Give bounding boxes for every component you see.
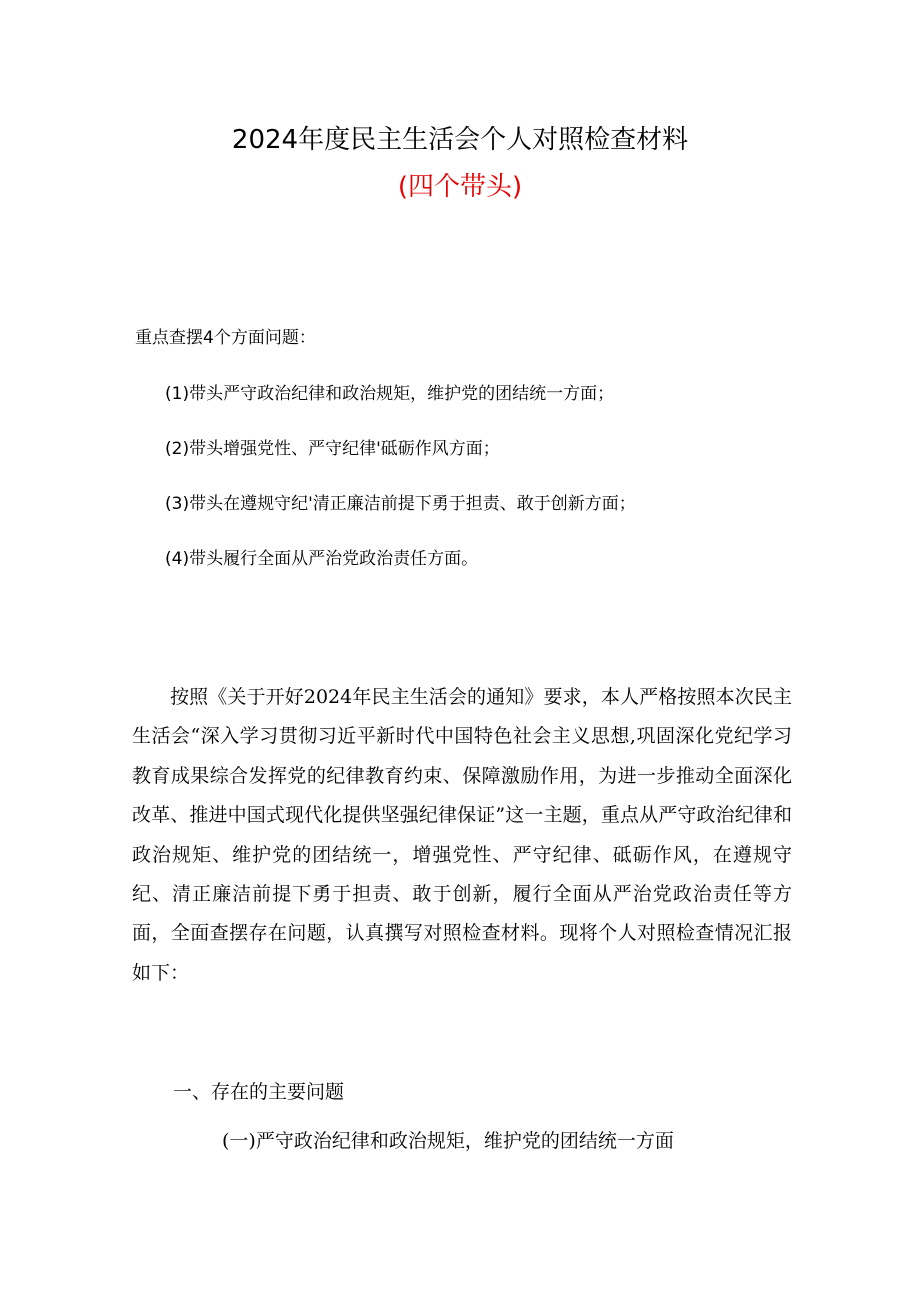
focus-heading: 重点查摆4个方面问题： <box>135 328 316 348</box>
focus-item-2: (2)带头增强党性、严守纪律'砥砺作风方面； <box>165 439 500 459</box>
section-heading: 一、存在的主要问题 <box>173 1081 345 1103</box>
focus-item-4: (4)带头履行全面从严治党政治责任方面。 <box>165 549 479 569</box>
intro-paragraph: 按照《关于开好2024年民主生活会的通知》要求，本人严格按照本次民主生活会“深入学习贯彻习近平新时代中国特色社会主义思想,巩固深化党纪学习教育成果综合发挥党的纪律教育约束、保障激励作用，为进一步推动全面深化改革、推进中国式现代化提供坚强纪律保证”这一主题，重点从严守政治纪律和政治规矩、维护党的团结统一，增强党性、严守纪律、砥砺作风，在遵规守纪、清正廉洁前提下勇于担责、敢于创新，履行全面从严治党政治责任等方面，全面查摆存在问题，认真撰写对照检查材料。现将个人对照检查情况汇报如下： <box>132 686 792 984</box>
focus-item-3: (3)带头在遵规守纪'清正廉洁前提下勇于担责、敢于创新方面； <box>165 494 636 514</box>
document-title: 2024年度民主生活会个人对照检查材料 <box>231 125 689 155</box>
focus-item-1: (1)带头严守政治纪律和政治规矩，维护党的团结统一方面； <box>165 384 615 404</box>
subsection-heading: (一)严守政治纪律和政治规矩，维护党的团结统一方面 <box>222 1130 674 1152</box>
document-subtitle: (四个带头) <box>397 172 523 202</box>
